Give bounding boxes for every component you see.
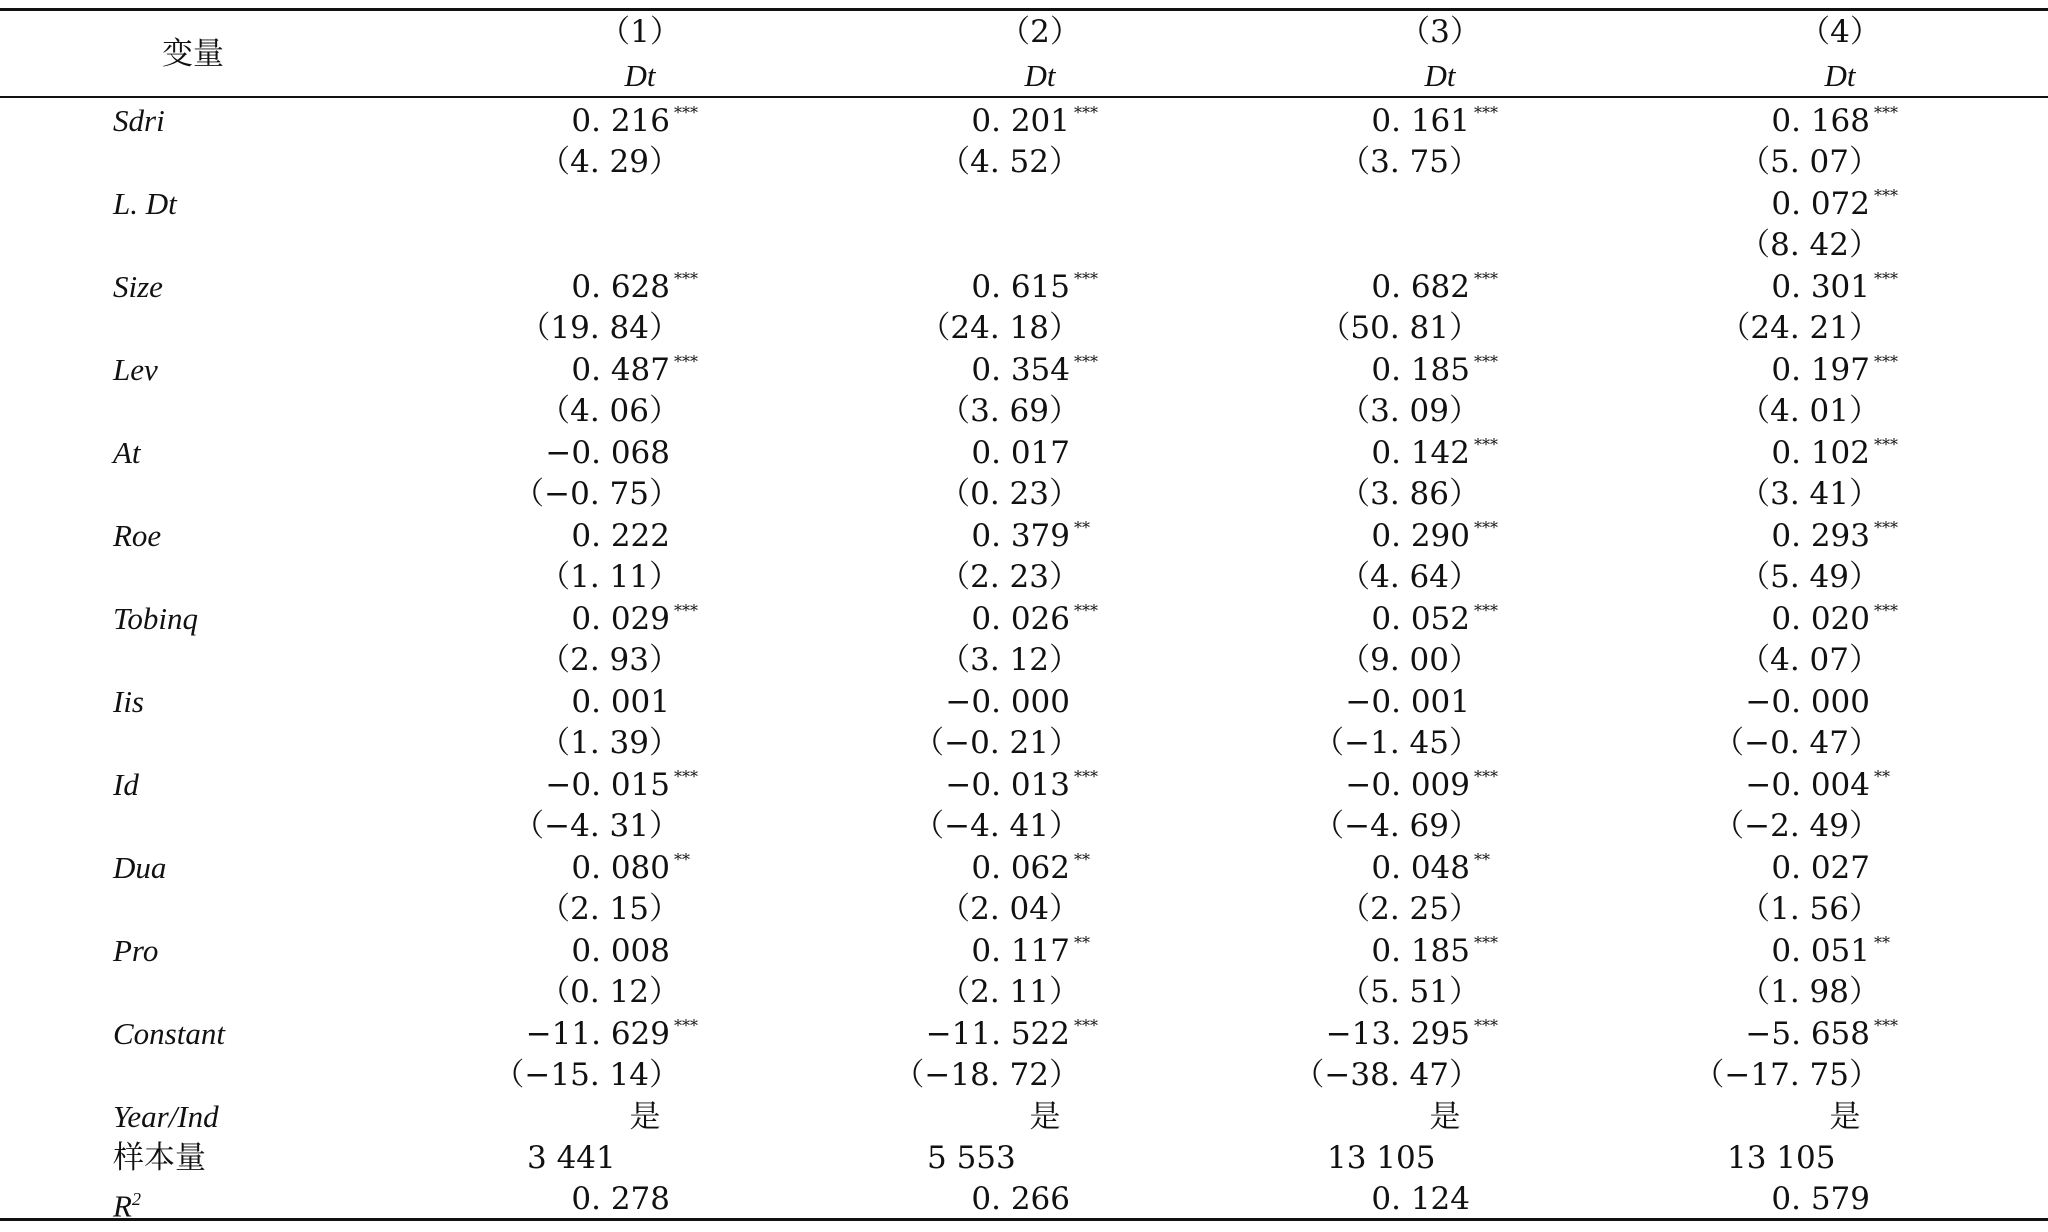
coefficient-value: 0. 615 *** <box>971 269 1098 305</box>
header-rule <box>0 96 2048 98</box>
coefficient-value: 0. 142 *** <box>1371 435 1498 471</box>
coefficient-value: 0. 029 *** <box>571 601 698 637</box>
coefficient-value: 0. 026 *** <box>971 601 1098 637</box>
row-label: Iis <box>113 684 144 719</box>
significance-stars: *** <box>1874 1016 1898 1035</box>
t-statistic: （4. 07） <box>1739 642 1880 678</box>
t-statistic: （4. 29） <box>539 144 680 180</box>
t-statistic: （2. 23） <box>939 559 1080 595</box>
fixed-effects-flag: 是 <box>1429 1099 1461 1135</box>
fixed-effects-flag: 是 <box>629 1099 661 1135</box>
sample-size: 13 105 <box>1727 1140 1836 1176</box>
t-statistic: （−4. 69） <box>1313 808 1480 844</box>
t-statistic: （9. 00） <box>1339 642 1480 678</box>
sample-size: 5 553 <box>927 1140 1016 1176</box>
t-statistic: （2. 04） <box>939 891 1080 927</box>
significance-stars: *** <box>1474 269 1498 288</box>
significance-stars: *** <box>1874 269 1898 288</box>
t-statistic: （4. 06） <box>539 393 680 429</box>
coefficient-value: 0. 379 ** <box>971 518 1090 554</box>
coefficient-value: −5. 658 *** <box>1745 1016 1898 1052</box>
coefficient-value: 0. 102 *** <box>1771 435 1898 471</box>
row-label: L. Dt <box>113 186 177 221</box>
coefficient-value: 0. 001 <box>571 684 670 720</box>
significance-stars: *** <box>674 269 698 288</box>
coefficient-value: 0. 117 ** <box>971 933 1090 969</box>
t-statistic: （19. 84） <box>519 310 680 346</box>
t-statistic: （0. 12） <box>539 974 680 1010</box>
significance-stars: *** <box>1074 1016 1098 1035</box>
significance-stars: *** <box>1874 186 1898 205</box>
coefficient-value: −0. 000 <box>945 684 1070 720</box>
dependent-variable-3: Dt <box>1424 58 1456 93</box>
coefficient-value: 0. 017 <box>971 435 1070 471</box>
coefficient-value: 0. 628 *** <box>571 269 698 305</box>
significance-stars: ** <box>1874 767 1890 786</box>
coefficient-value: 0. 301 *** <box>1771 269 1898 305</box>
top-rule <box>0 8 2048 11</box>
coefficient-value: 0. 290 *** <box>1371 518 1498 554</box>
coefficient-value: 0. 185 *** <box>1371 933 1498 969</box>
coefficient-value: 0. 197 *** <box>1771 352 1898 388</box>
row-label: Sdri <box>113 103 165 138</box>
t-statistic: （−17. 75） <box>1693 1057 1880 1093</box>
row-label: Roe <box>113 518 162 553</box>
coefficient-value: 0. 020 *** <box>1771 601 1898 637</box>
row-label: Lev <box>113 352 158 387</box>
coefficient-value: −0. 013 *** <box>945 767 1098 803</box>
coefficient-value: 0. 216 *** <box>571 103 698 139</box>
superscript: 2 <box>131 1189 141 1209</box>
t-statistic: （3. 69） <box>939 393 1080 429</box>
significance-stars: *** <box>1474 435 1498 454</box>
t-statistic: （4. 52） <box>939 144 1080 180</box>
significance-stars: *** <box>1874 435 1898 454</box>
fixed-effects-flag: 是 <box>1029 1099 1061 1135</box>
t-statistic: （1. 39） <box>539 725 680 761</box>
dependent-variable-1: Dt <box>624 58 656 93</box>
column-number-2: （2） <box>999 14 1081 50</box>
t-statistic: （3. 41） <box>1739 476 1880 512</box>
t-statistic: （3. 75） <box>1339 144 1480 180</box>
t-statistic: （−0. 21） <box>913 725 1080 761</box>
t-statistic: （2. 93） <box>539 642 680 678</box>
row-label: Dua <box>113 850 167 885</box>
row-label: Constant <box>113 1016 225 1051</box>
t-statistic: （−2. 49） <box>1713 808 1880 844</box>
t-statistic: （24. 18） <box>919 310 1080 346</box>
significance-stars: *** <box>674 352 698 371</box>
variable-column-header: 变量 <box>162 36 224 72</box>
coefficient-value: 0. 062 ** <box>971 850 1090 886</box>
fixed-effects-flag: 是 <box>1829 1099 1861 1135</box>
significance-stars: *** <box>1474 1016 1498 1035</box>
t-statistic: （2. 11） <box>939 974 1080 1010</box>
t-statistic: （1. 98） <box>1739 974 1880 1010</box>
coefficient-value: 0. 168 *** <box>1771 103 1898 139</box>
significance-stars: *** <box>1874 518 1898 537</box>
significance-stars: *** <box>1474 103 1498 122</box>
significance-stars: *** <box>1074 767 1098 786</box>
r-squared: 0. 278 <box>571 1181 670 1217</box>
coefficient-value: −0. 004 ** <box>1745 767 1890 803</box>
significance-stars: *** <box>1474 518 1498 537</box>
coefficient-value: −0. 068 <box>545 435 670 471</box>
significance-stars: *** <box>1074 601 1098 620</box>
coefficient-value: 0. 072 *** <box>1771 186 1898 222</box>
row-label: Pro <box>113 933 159 968</box>
t-statistic: （−4. 31） <box>513 808 680 844</box>
t-statistic: （3. 12） <box>939 642 1080 678</box>
significance-stars: *** <box>674 767 698 786</box>
coefficient-value: −11. 522 *** <box>925 1016 1098 1052</box>
t-statistic: （−4. 41） <box>913 808 1080 844</box>
row-label: Tobinq <box>113 601 199 636</box>
sample-size: 13 105 <box>1327 1140 1436 1176</box>
dependent-variable-4: Dt <box>1824 58 1856 93</box>
coefficient-value: 0. 222 <box>571 518 670 554</box>
coefficient-value: 0. 201 *** <box>971 103 1098 139</box>
t-statistic: （−18. 72） <box>893 1057 1080 1093</box>
coefficient-value: −0. 000 <box>1745 684 1870 720</box>
t-statistic: （−0. 75） <box>513 476 680 512</box>
t-statistic: （5. 51） <box>1339 974 1480 1010</box>
t-statistic: （24. 21） <box>1719 310 1880 346</box>
column-number-1: （1） <box>599 14 681 50</box>
coefficient-value: 0. 161 *** <box>1371 103 1498 139</box>
footer-label: $R^2$ <box>113 1188 141 1224</box>
significance-stars: *** <box>1874 103 1898 122</box>
t-statistic: （50. 81） <box>1319 310 1480 346</box>
significance-stars: *** <box>1874 352 1898 371</box>
significance-stars: *** <box>1874 601 1898 620</box>
significance-stars: *** <box>1074 269 1098 288</box>
t-statistic: （2. 25） <box>1339 891 1480 927</box>
significance-stars: *** <box>1474 352 1498 371</box>
footer-label: Year/Ind <box>113 1099 219 1134</box>
dependent-variable-2: Dt <box>1024 58 1056 93</box>
significance-stars: *** <box>674 601 698 620</box>
significance-stars: *** <box>674 1016 698 1035</box>
r-squared: 0. 124 <box>1371 1181 1470 1217</box>
coefficient-value: 0. 487 *** <box>571 352 698 388</box>
t-statistic: （1. 56） <box>1739 891 1880 927</box>
coefficient-value: −0. 015 *** <box>545 767 698 803</box>
significance-stars: ** <box>674 850 690 869</box>
significance-stars: ** <box>1074 850 1090 869</box>
significance-stars: *** <box>674 103 698 122</box>
coefficient-value: 0. 008 <box>571 933 670 969</box>
coefficient-value: −0. 001 <box>1345 684 1470 720</box>
significance-stars: ** <box>1074 933 1090 952</box>
t-statistic: （1. 11） <box>539 559 680 595</box>
r-squared: 0. 266 <box>971 1181 1070 1217</box>
significance-stars: *** <box>1474 933 1498 952</box>
r-squared: 0. 579 <box>1771 1181 1870 1217</box>
coefficient-value: 0. 027 <box>1771 850 1870 886</box>
t-statistic: （5. 07） <box>1739 144 1880 180</box>
t-statistic: （−15. 14） <box>493 1057 680 1093</box>
t-statistic: （8. 42） <box>1739 227 1880 263</box>
coefficient-value: −0. 009 *** <box>1345 767 1498 803</box>
coefficient-value: 0. 185 *** <box>1371 352 1498 388</box>
t-statistic: （2. 15） <box>539 891 680 927</box>
coefficient-value: 0. 048 ** <box>1371 850 1490 886</box>
row-label: Size <box>113 269 163 304</box>
coefficient-value: 0. 051 ** <box>1771 933 1890 969</box>
coefficient-value: 0. 293 *** <box>1771 518 1898 554</box>
t-statistic: （−38. 47） <box>1293 1057 1480 1093</box>
column-number-4: （4） <box>1799 14 1881 50</box>
significance-stars: ** <box>1474 850 1490 869</box>
column-number-3: （3） <box>1399 14 1481 50</box>
coefficient-value: 0. 682 *** <box>1371 269 1498 305</box>
t-statistic: （4. 01） <box>1739 393 1880 429</box>
t-statistic: （3. 09） <box>1339 393 1480 429</box>
footer-label: 样本量 <box>113 1140 206 1176</box>
t-statistic: （−0. 47） <box>1713 725 1880 761</box>
significance-stars: *** <box>1474 601 1498 620</box>
significance-stars: *** <box>1074 352 1098 371</box>
t-statistic: （−1. 45） <box>1313 725 1480 761</box>
coefficient-value: 0. 052 *** <box>1371 601 1498 637</box>
t-statistic: （4. 64） <box>1339 559 1480 595</box>
coefficient-value: −13. 295 *** <box>1325 1016 1498 1052</box>
t-statistic: （0. 23） <box>939 476 1080 512</box>
significance-stars: ** <box>1874 933 1890 952</box>
row-label: At <box>113 435 141 470</box>
coefficient-value: −11. 629 *** <box>525 1016 698 1052</box>
coefficient-value: 0. 080 ** <box>571 850 690 886</box>
significance-stars: ** <box>1074 518 1090 537</box>
t-statistic: （5. 49） <box>1739 559 1880 595</box>
sample-size: 3 441 <box>527 1140 616 1176</box>
significance-stars: *** <box>1074 103 1098 122</box>
t-statistic: （3. 86） <box>1339 476 1480 512</box>
significance-stars: *** <box>1474 767 1498 786</box>
coefficient-value: 0. 354 *** <box>971 352 1098 388</box>
row-label: Id <box>113 767 139 802</box>
